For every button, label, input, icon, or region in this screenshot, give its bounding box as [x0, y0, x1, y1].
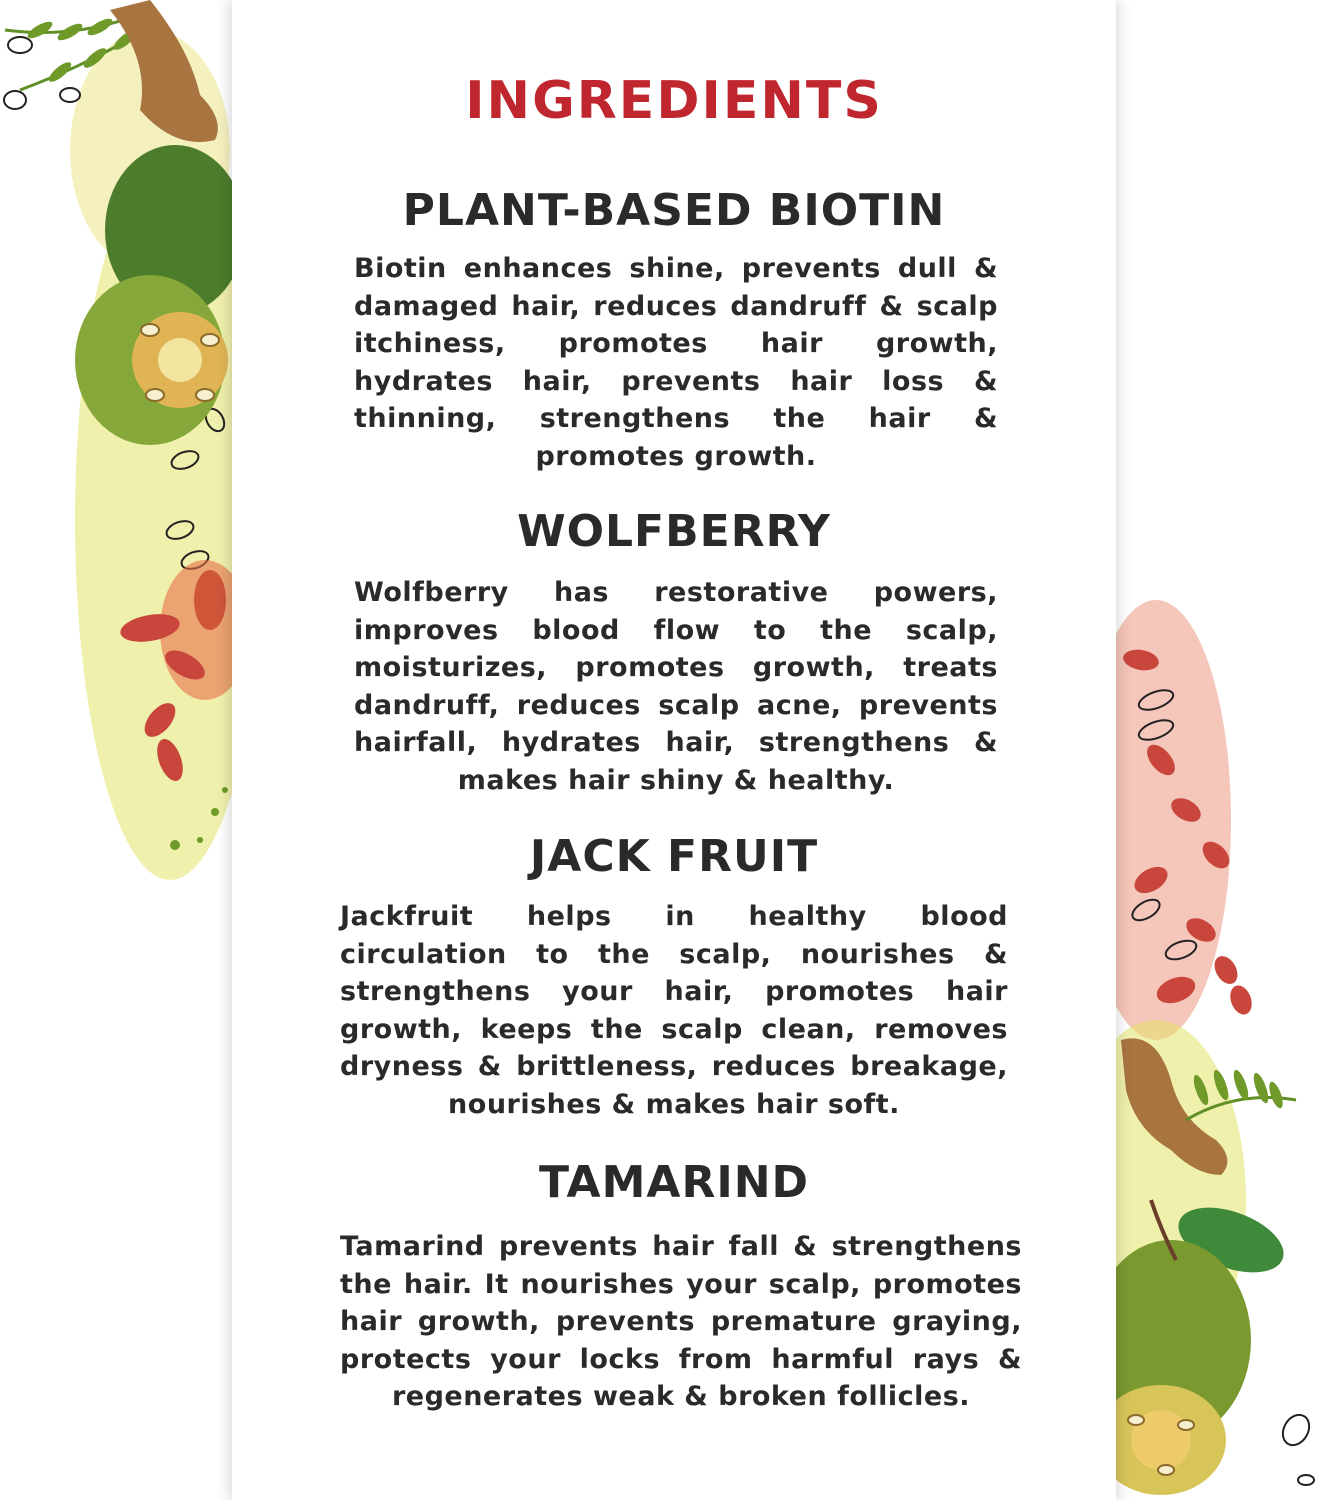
left-botanical-art	[0, 0, 232, 1500]
ingredients-panel	[232, 0, 1116, 1500]
section-heading-jackfruit: JACK FRUIT	[529, 831, 819, 882]
section-body-biotin: Biotin enhances shine, prevents dull & damaged hair, reduces dandruff & scalp itchiness, promotes hair growth, hydrates hair, prevents hair loss & thinning, strengthens the hair & promotes growth.	[354, 253, 998, 472]
botanical-illustration-icon	[0, 0, 232, 1500]
botanical-illustration-icon	[1116, 0, 1328, 1500]
section-heading-biotin: PLANT-BASED BIOTIN	[402, 185, 946, 236]
section-body-wolfberry: Wolfberry has restorative powers, improves blood flow to the scalp, moisturizes, promotes growth, treats dandruff, reduces scalp acne, prevents hairfall, hydrates hair, strengthens & makes hair shiny & healthy.	[354, 577, 998, 796]
right-botanical-art	[1116, 0, 1328, 1500]
section-body-tamarind: Tamarind prevents hair fall & strengthens the hair. It nourishes your scalp, promotes hair growth, prevents premature graying, protects your locks from harmful rays & regenerates weak & broken follicles.	[340, 1231, 1022, 1412]
section-body-jackfruit: Jackfruit helps in healthy blood circulation to the scalp, nourishes & strengthens your hair, promotes hair growth, keeps the scalp clean, removes dryness & brittleness, reduces breakage, nourishes & makes hair soft.	[340, 901, 1008, 1120]
page-title: INGREDIENTS	[465, 71, 883, 131]
section-heading-wolfberry: WOLFBERRY	[517, 506, 831, 557]
section-heading-tamarind: TAMARIND	[538, 1157, 810, 1208]
